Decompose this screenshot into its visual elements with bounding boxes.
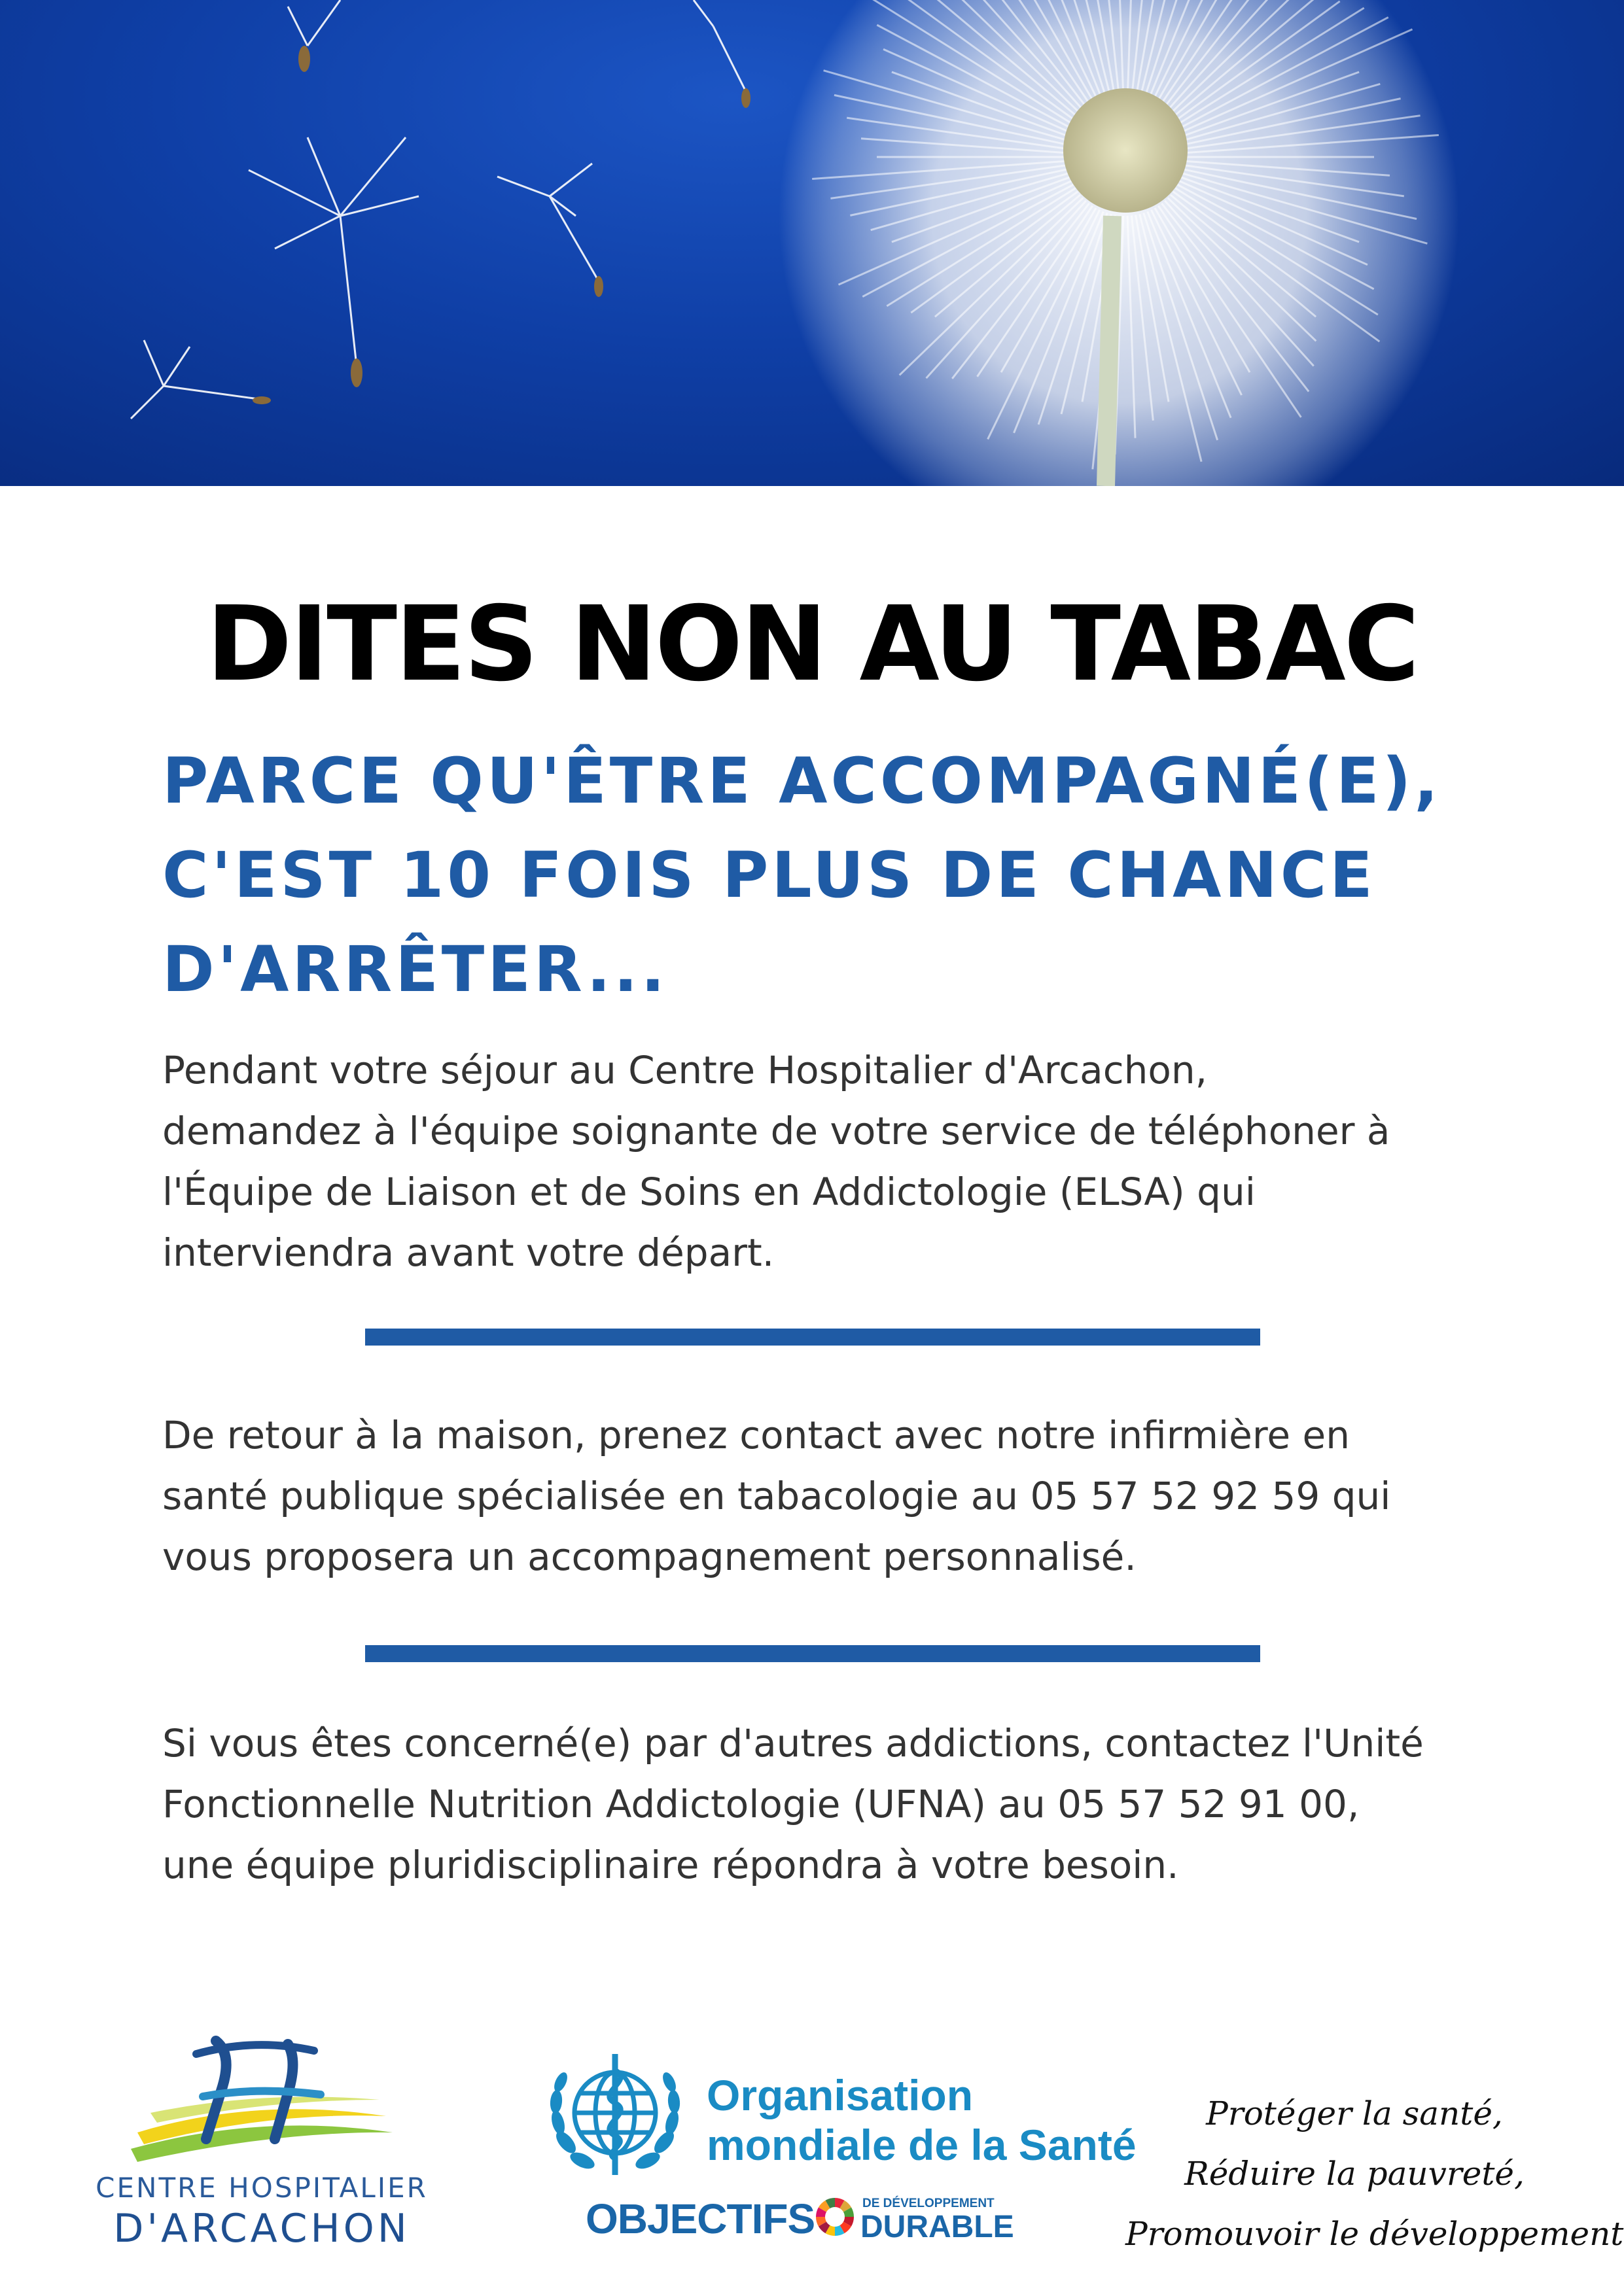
paragraph-line: Si vous êtes concerné(e) par d'autres addictions, contactez l'Unité — [162, 1721, 1424, 1765]
hospital-name-line2: D'ARCACHON — [113, 2206, 410, 2252]
sdg-wheel-icon — [815, 2197, 855, 2237]
paragraph-line: Pendant votre séjour au Centre Hospitalier d'Arcachon, — [162, 1048, 1208, 1092]
paragraph-line: l'Équipe de Liaison et de Soins en Addictologie (ELSA) qui — [162, 1170, 1256, 1214]
hospital-h-icon — [124, 2034, 399, 2172]
paragraph-elsa — [162, 1040, 1556, 1283]
dandelion-image — [0, 0, 1624, 486]
paragraph-tabacologie — [162, 1405, 1556, 1588]
sdg-de-developpement-text: DE DÉVELOPPEMENT — [862, 2197, 995, 2210]
paragraph-line: demandez à l'équipe soignante de votre service de téléphoner à — [162, 1109, 1390, 1153]
subtitle-line: PARCE QU'ÊTRE ACCOMPAGNÉ(E), — [162, 744, 1441, 818]
subtitle — [162, 734, 1569, 1017]
who-logo — [540, 2044, 1137, 2244]
who-name-line2: mondiale de la Santé — [707, 2121, 1137, 2169]
paragraph-line: vous proposera un accompagnement personnalisé. — [162, 1535, 1137, 1579]
paragraph-line: interviendra avant votre départ. — [162, 1230, 775, 1275]
paragraph-line: Fonctionnelle Nutrition Addictologie (UFNA) au 05 57 52 91 00, — [162, 1782, 1360, 1826]
page-title: DITES NON AU TABAC — [206, 583, 1418, 704]
who-emblem-icon — [540, 2044, 690, 2188]
slogan-line: Protéger la santé, — [1206, 2095, 1503, 2132]
paragraph-line: une équipe pluridisciplinaire répondra à votre besoin. — [162, 1843, 1179, 1887]
who-name-line1: Organisation — [707, 2071, 974, 2119]
hero-image — [0, 0, 1624, 486]
paragraph-line: santé publique spécialisée en tabacologie au 05 57 52 92 59 qui — [162, 1474, 1391, 1518]
sdg-durable-text: DURABLE — [860, 2210, 1014, 2244]
subtitle-line: C'EST 10 FOIS PLUS DE CHANCE — [162, 839, 1376, 912]
slogan — [1125, 2083, 1624, 2264]
divider — [365, 1645, 1260, 1662]
slogan-line: Réduire la pauvreté, — [1184, 2155, 1525, 2193]
divider — [365, 1329, 1260, 1346]
slogan-line: Promouvoir le développement — [1125, 2215, 1624, 2253]
who-name — [707, 2070, 1137, 2170]
hospital-name-line1: CENTRE HOSPITALIER — [96, 2172, 428, 2204]
paragraph-line: De retour à la maison, prenez contact avec notre infirmière en — [162, 1413, 1350, 1457]
paragraph-ufna — [162, 1713, 1556, 1896]
subtitle-line: D'ARRÊTER... — [162, 933, 668, 1006]
sdg-objectifs-text: OBJECTIFS — [586, 2195, 815, 2242]
hospital-logo — [79, 2034, 445, 2252]
